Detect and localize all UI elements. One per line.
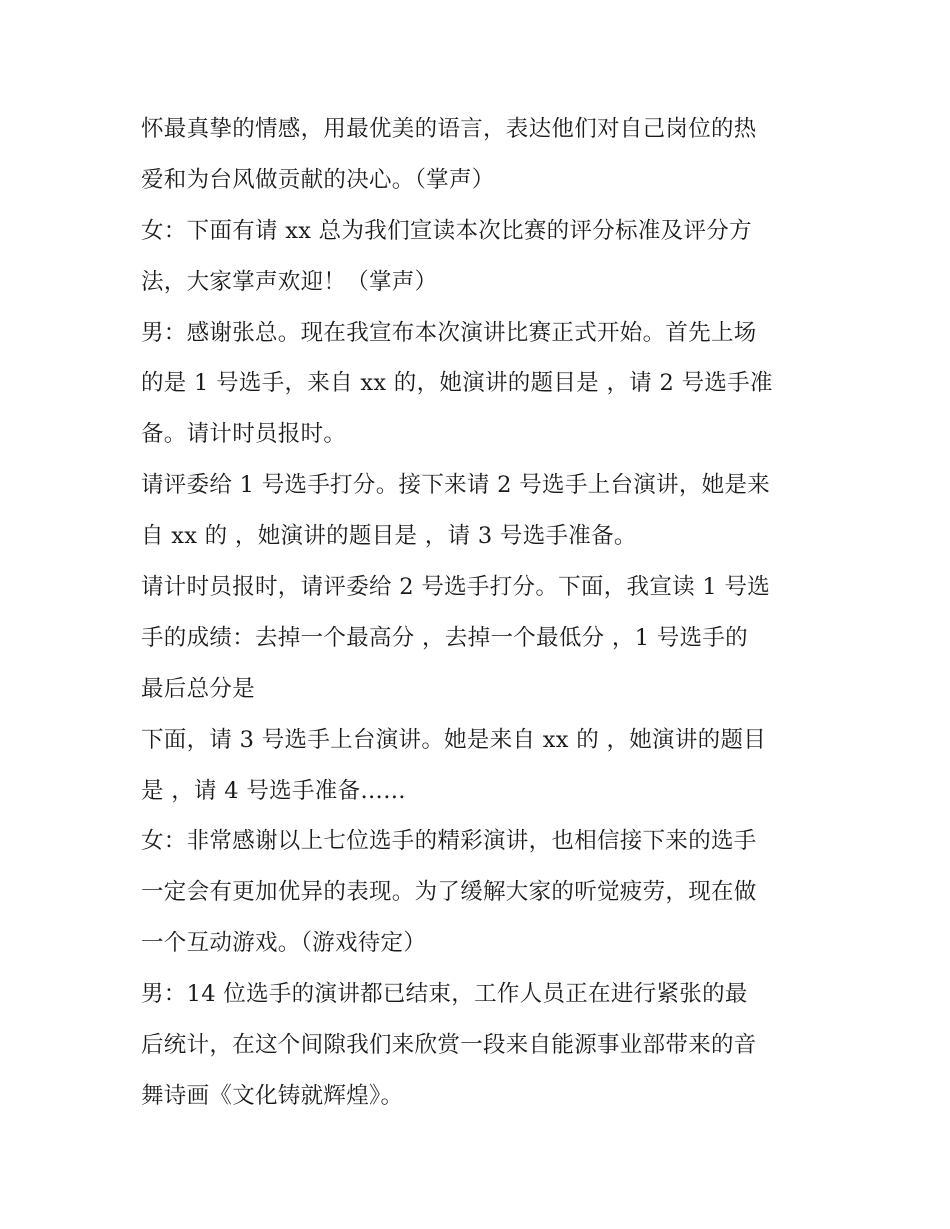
text-line: 的是 1 号选手，来自 xx 的，她演讲的题目是 ，请 2 号选手准 [141,370,773,397]
text-line: 是 ，请 4 号选手准备…… [141,777,406,804]
text-line: 法，大家掌声欢迎！（掌声） [141,268,438,295]
text-line: 女：下面有请 xx 总为我们宣读本次比赛的评分标准及评分方 [141,217,752,244]
text-line: 手的成绩：去掉一个最高分 ，去掉一个最低分 ，1 号选手的 [141,624,748,651]
text-line: 请计时员报时，请评委给 2 号选手打分。下面，我宣读 1 号选 [141,574,771,601]
text-line: 后统计，在这个间隙我们来欣赏一段来自能源事业部带来的音 [141,1032,757,1059]
text-line: 一个互动游戏。（游戏待定） [141,930,427,957]
text-line: 一定会有更加优异的表现。为了缓解大家的听觉疲劳，现在做 [141,879,757,906]
text-line: 请评委给 1 号选手打分。接下来请 2 号选手上台演讲，她是来 [141,472,771,499]
text-line: 男：14 位选手的演讲都已结束，工作人员正在进行紧张的最 [141,981,748,1008]
text-line: 备。请计时员报时。 [141,421,347,448]
text-line: 舞诗画《文化铸就辉煌》。 [141,1082,404,1109]
text-line: 女：非常感谢以上七位选手的精彩演讲，也相信接下来的选手 [141,828,757,855]
text-line: 怀最真挚的情感，用最优美的语言，表达他们对自己岗位的热 [141,116,757,142]
document-body [141,104,821,1122]
text-line: 爱和为台风做贡献的决心。（掌声） [141,166,495,193]
text-line: 自 xx 的 ，她演讲的题目是 ，请 3 号选手准备。 [141,523,637,550]
text-line: 最后总分是 [141,675,256,702]
text-line: 下面，请 3 号选手上台演讲。她是来自 xx 的 ，她演讲的题目 [141,726,767,753]
text-line: 男：感谢张总。现在我宣布本次演讲比赛正式开始。首先上场 [141,319,757,346]
